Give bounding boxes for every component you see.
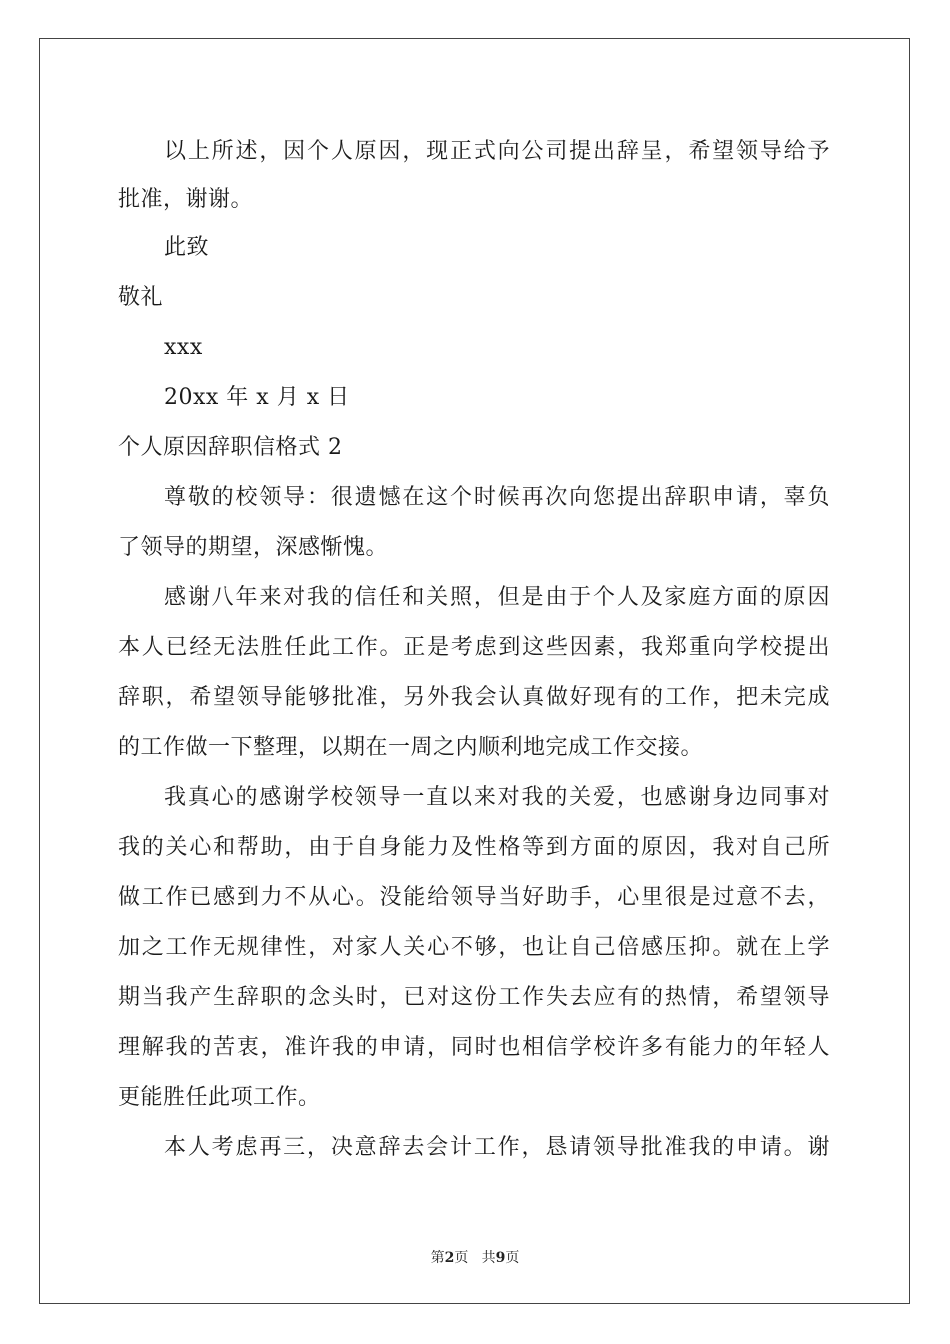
text-line: 20xx 年 x 月 x 日 (164, 385, 350, 410)
text-line: xxx (164, 335, 203, 360)
text-line: 批准，谢谢。 (118, 187, 254, 212)
section-heading: 个人原因辞职信格式 2 (118, 435, 343, 460)
page-suffix: 页 (454, 1250, 469, 1266)
text-line: 理解我的苦衷，准许我的申请，同时也相信学校许多有能力的年轻人 (118, 1035, 830, 1060)
text-line: 感谢八年来对我的信任和关照，但是由于个人及家庭方面的原因 (164, 585, 830, 610)
text-line: 更能胜任此项工作。 (118, 1085, 321, 1110)
total-suffix: 页 (505, 1250, 520, 1266)
total-prefix: 共 (481, 1250, 496, 1266)
text-line: 以上所述，因个人原因，现正式向公司提出辞呈，希望领导给予 (164, 139, 830, 164)
page-prefix: 第 (430, 1250, 445, 1266)
text-line: 此致 (164, 235, 210, 260)
text-line: 本人已经无法胜任此工作。正是考虑到这些因素，我郑重向学校提出 (118, 635, 830, 660)
text-line: 做工作已感到力不从心。没能给领导当好助手，心里很是过意不去， (118, 885, 830, 910)
text-line: 敬礼 (118, 285, 164, 310)
text-line: 的工作做一下整理，以期在一周之内顺利地完成工作交接。 (118, 735, 704, 760)
text-line: 本人考虑再三，决意辞去会计工作，恳请领导批准我的申请。谢 (164, 1135, 830, 1160)
text-line: 辞职，希望领导能够批准，另外我会认真做好现有的工作，把未完成 (118, 685, 830, 710)
page-total: 9 (495, 1250, 506, 1266)
text-line: 我的关心和帮助，由于自身能力及性格等到方面的原因，我对自己所 (118, 835, 830, 860)
text-line: 期当我产生辞职的念头时，已对这份工作失去应有的热情，希望领导 (118, 985, 830, 1010)
text-line: 我真心的感谢学校领导一直以来对我的关爱，也感谢身边同事对 (164, 785, 830, 810)
text-line: 尊敬的校领导：很遗憾在这个时候再次向您提出辞职申请，辜负 (164, 485, 830, 510)
text-line: 加之工作无规律性，对家人关心不够，也让自己倍感压抑。就在上学 (118, 935, 830, 960)
page-footer (0, 1247, 950, 1267)
page-number: 2 (444, 1250, 455, 1266)
text-line: 了领导的期望，深感惭愧。 (118, 535, 389, 560)
